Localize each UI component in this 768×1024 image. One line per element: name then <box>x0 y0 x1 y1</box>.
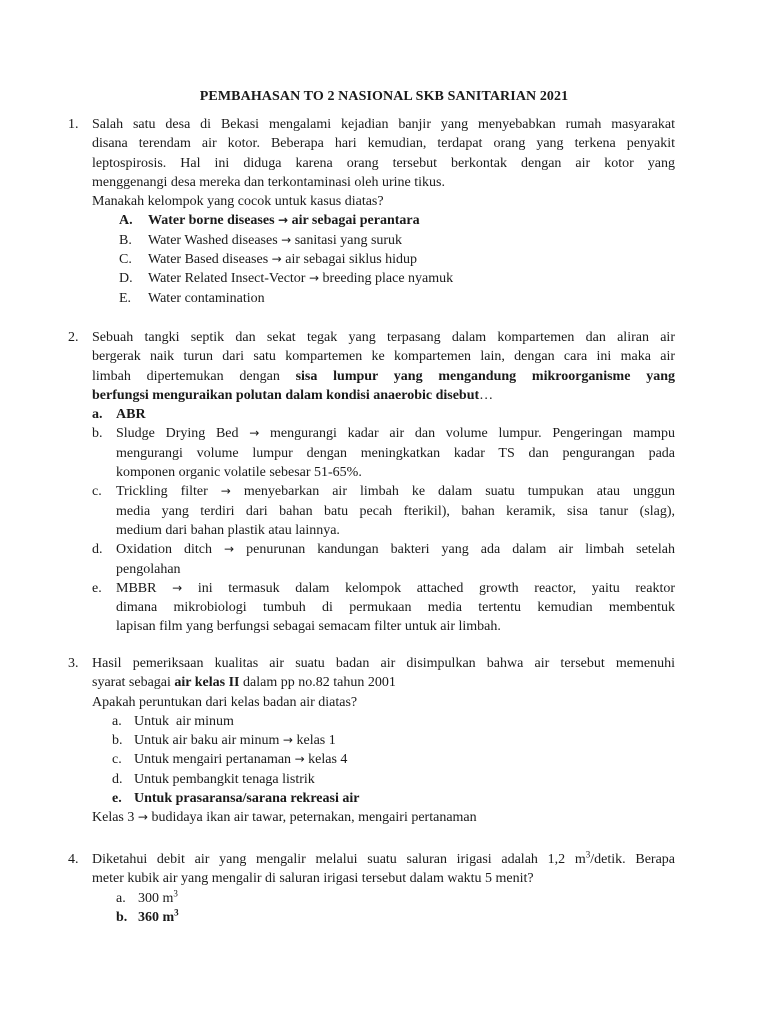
option-value: 360 m <box>138 909 175 925</box>
question-number: 4. <box>68 852 79 867</box>
question-4 <box>68 850 675 927</box>
text-normal: syarat sebagai <box>92 675 175 691</box>
arrow-icon: → <box>224 542 235 557</box>
question-1 <box>68 115 675 308</box>
answer-option <box>119 269 675 288</box>
option-text: Untuk prasaransa/sarana rekreasi air <box>134 791 360 807</box>
question-text-line: Salah satu desa di Bekasi mengalami kejadian banjir yang menyebabkan rumah masyarakat <box>92 117 675 132</box>
option-text: Untuk pembangkit tenaga listrik <box>134 771 315 787</box>
option-term: Water borne diseases <box>148 213 275 229</box>
arrow-icon: → <box>172 580 183 595</box>
option-explanation: penurunan kandungan bakteri yang ada dalam air limbah setelah <box>246 542 675 558</box>
option-text-line: medium dari bahan plastik atau lainnya. <box>116 522 340 538</box>
option-text: ABR <box>116 407 146 423</box>
question-text-line: bergerak naik turun dari satu kompartemen ke kompartemen lain, dengan cara ini maka air <box>92 349 675 365</box>
option-explanation: menyebarkan air limbah ke dalam suatu tumpukan atau unggun <box>243 484 676 500</box>
superscript: 3 <box>585 849 591 860</box>
answer-option <box>92 424 675 482</box>
option-label: D. <box>119 271 133 287</box>
text-normal: /detik. Berapa <box>590 852 675 867</box>
option-label: A. <box>119 213 133 229</box>
option-term: MBBR <box>116 580 157 596</box>
option-explanation: air sebagai perantara <box>291 213 420 229</box>
option-label: c. <box>112 752 122 768</box>
arrow-icon: → <box>282 733 293 748</box>
note-explanation: budidaya ikan air tawar, peternakan, mengairi pertanaman <box>151 810 477 826</box>
answer-option <box>92 579 675 637</box>
option-term: Water Washed diseases <box>148 232 278 248</box>
option-label: a. <box>112 713 122 729</box>
option-label: E. <box>119 290 132 306</box>
answer-option-correct <box>112 789 675 808</box>
text-bold: berfungsi menguraikan polutan dalam kondisi anaerobic disebut <box>92 387 480 403</box>
question-prompt: Manakah kelompok yang cocok untuk kasus diatas? <box>92 194 384 210</box>
question-number: 3. <box>68 656 79 671</box>
question-text-line: disana terendam air kotor. Beberapa hari kemudian, terdapat orang yang terkena penyakit <box>92 136 675 152</box>
question-text-line: menggenangi desa mereka dan terkontaminasi oleh urine tikus. <box>92 174 446 190</box>
answer-option <box>112 731 675 750</box>
option-explanation: ini termasuk dalam kelompok attached growth reactor, yaitu reaktor <box>197 580 676 596</box>
answer-option <box>116 889 675 908</box>
question-text-line: Sebuah tangki septik dan sekat tegak yang terpasang dalam kompartemen dan aliran air <box>92 330 675 345</box>
option-term: Oxidation ditch <box>116 542 213 558</box>
option-text-line: komponen organic volatile sebesar 51-65%. <box>116 465 362 481</box>
option-term: Untuk air baku air minum <box>134 733 280 749</box>
option-explanation: air sebagai siklus hidup <box>285 252 418 268</box>
arrow-icon: → <box>249 426 260 441</box>
answer-option <box>92 540 675 579</box>
text-bold: sisa lumpur yang mengandung mikroorganisme yang <box>295 368 675 384</box>
text-normal: Diketahui debit air yang mengalir melalui suatu saluran irigasi adalah 1,2 m <box>92 852 586 867</box>
option-label: B. <box>119 232 132 248</box>
arrow-icon: → <box>281 232 292 247</box>
question-text-line <box>92 673 675 692</box>
option-explanation: mengurangi kadar air dan volume lumpur. Pengeringan mampu <box>270 426 676 442</box>
question-number: 2. <box>68 330 79 345</box>
page-title: PEMBAHASAN TO 2 NASIONAL SKB SANITARIAN 2021 <box>199 89 569 104</box>
question-text-line: meter kubik air yang mengalir di saluran irigasi tersebut dalam waktu 5 menit? <box>92 871 534 887</box>
option-term: Sludge Drying Bed <box>116 426 239 442</box>
option-text-line: pengolahan <box>116 561 181 577</box>
question-text-line <box>92 850 675 869</box>
option-label: a. <box>116 890 126 906</box>
answer-option <box>119 250 675 269</box>
option-label: e. <box>92 580 102 596</box>
option-label: b. <box>92 426 103 442</box>
answer-option <box>92 482 675 540</box>
option-text-line: dimana mikrobiologi tumbuh di permukaan media tertentu kemudian membentuk <box>116 600 675 616</box>
text-normal: dalam pp no.82 tahun 2001 <box>239 675 396 691</box>
answer-note <box>92 808 675 827</box>
option-label: b. <box>116 909 128 925</box>
option-label: a. <box>92 407 103 423</box>
question-2 <box>68 328 675 637</box>
option-term: Trickling filter <box>116 484 208 500</box>
answer-option-correct <box>119 211 675 230</box>
superscript: 3 <box>174 907 179 918</box>
answer-option <box>112 712 675 731</box>
note-term: Kelas 3 <box>92 810 135 826</box>
option-label: C. <box>119 252 132 268</box>
option-explanation: sanitasi yang suruk <box>294 232 403 248</box>
option-label: c. <box>92 484 102 500</box>
question-prompt: Apakah peruntukan dari kelas badan air diatas? <box>92 694 358 710</box>
answer-option-correct <box>116 908 675 927</box>
option-term: Water Related Insect-Vector <box>148 271 306 287</box>
arrow-icon: → <box>220 484 231 499</box>
question-number: 1. <box>68 117 79 132</box>
question-3 <box>68 654 675 828</box>
arrow-icon: → <box>278 213 289 228</box>
answer-option <box>119 231 675 250</box>
answer-option <box>119 289 675 308</box>
text-normal: limbah dipertemukan dengan <box>92 368 296 384</box>
answer-option <box>112 770 675 789</box>
option-text-line: lapisan film yang berfungsi sebagai semacam filter untuk air limbah. <box>116 619 501 635</box>
option-explanation: breeding place nyamuk <box>322 271 454 287</box>
option-explanation: kelas 1 <box>296 733 336 749</box>
option-label: d. <box>92 542 103 558</box>
option-text-line: media yang terdiri dari bahan batu pecah fterikil), bahan keramik, sisa tanur (slag), <box>116 503 675 519</box>
answer-option <box>112 750 675 769</box>
option-text: Water contamination <box>148 290 265 306</box>
arrow-icon: → <box>271 252 282 267</box>
arrow-icon: → <box>294 752 305 767</box>
option-term: Water Based diseases <box>148 252 269 268</box>
question-text-line: Hasil pemeriksaan kualitas air suatu badan air disimpulkan bahwa air tersebut memenuhi <box>92 656 675 671</box>
question-text-line: leptospirosis. Hal ini diduga karena orang tersebut berkontak dengan air kotor yang <box>92 155 675 171</box>
answer-option-correct <box>92 405 675 424</box>
option-explanation: kelas 4 <box>308 752 348 768</box>
option-label: d. <box>112 771 123 787</box>
option-value: 300 m <box>138 890 174 906</box>
text-ellipsis: … <box>479 387 494 403</box>
arrow-icon: → <box>308 271 320 286</box>
option-label: e. <box>112 791 122 807</box>
question-text-line <box>92 386 675 405</box>
text-bold: air kelas II <box>174 675 240 691</box>
option-text-line: mengurangi volume lumpur dengan meningkatkan kadar TS dan pengurangan pada <box>116 445 675 461</box>
option-text: Untuk air minum <box>134 713 234 729</box>
option-label: b. <box>112 733 123 749</box>
arrow-icon: → <box>137 810 148 825</box>
superscript: 3 <box>173 887 178 898</box>
option-term: Untuk mengairi pertanaman <box>134 752 292 768</box>
question-text-line <box>92 367 675 386</box>
